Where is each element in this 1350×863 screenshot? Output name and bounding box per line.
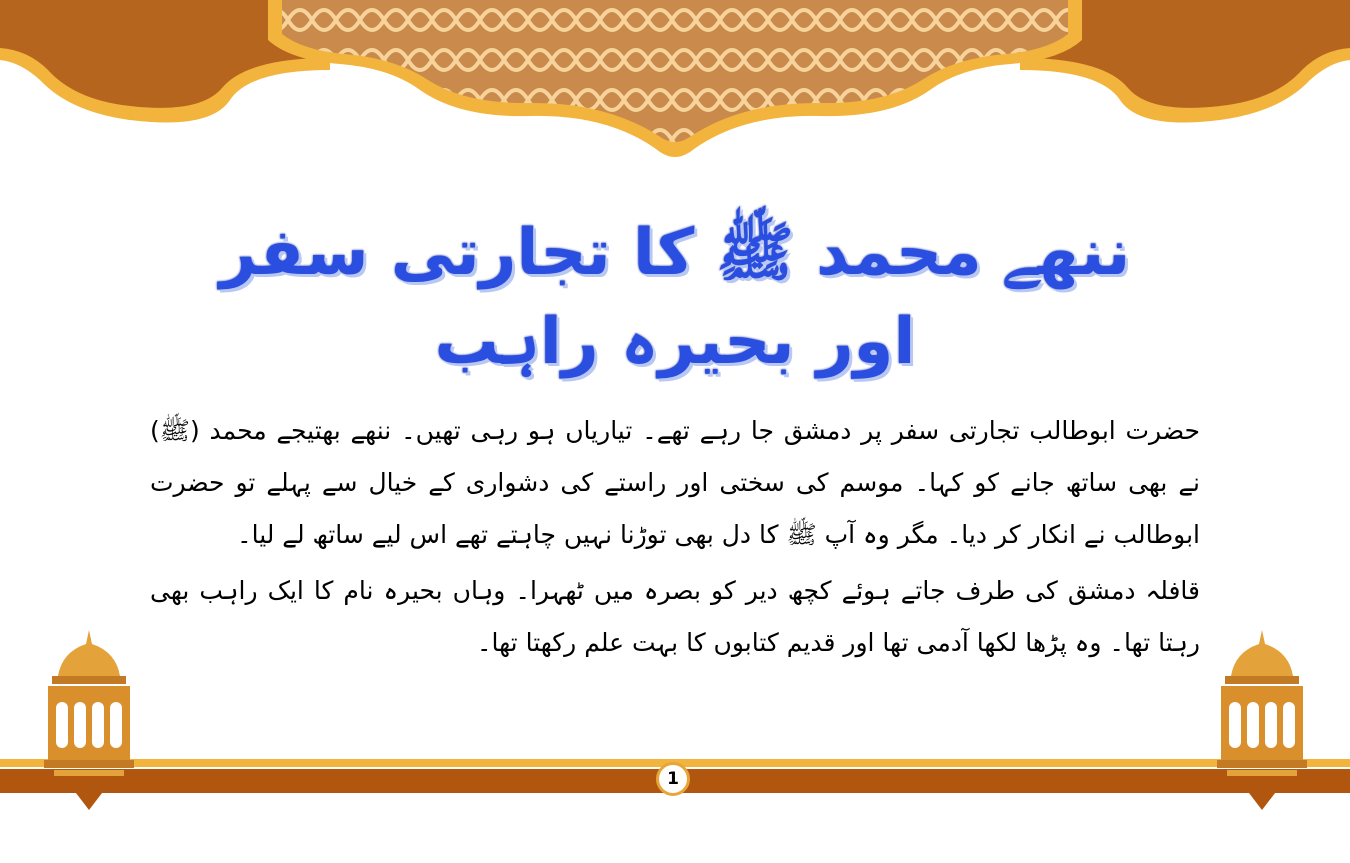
story-text (150, 405, 1200, 673)
title-line-2: اور بحیرہ راہب (434, 305, 916, 379)
lantern-icon (44, 630, 134, 820)
paragraph-2: قافلہ دمشق کی طرف جاتے ہوئے کچھ دیر کو بصرہ میں ٹھہرا۔ وہاں بحیرہ نام کا ایک راہب بھی رہتا تھا۔ وہ پڑھا لکھا آدمی تھا اور قدیم کتابوں کا بہت علم رکھتا تھا۔ (150, 576, 1200, 657)
paragraph-1: حضرت ابوطالب تجارتی سفر پر دمشق جا رہے تھے۔ تیاریاں ہو رہی تھیں۔ ننھے بھتیجے محمد (ﷺ) نے بھی ساتھ جانے کو کہا۔ موسم کی سختی اور راستے کی دشواری کے خیال سے پہلے تو حضرت ابوطالب نے انکار کر دیا۔ مگر وہ آپ ﷺ کا دل بھی توڑنا نہیں چاہتے تھے اس لیے ساتھ لے لیا۔ (150, 416, 1200, 549)
arabesque-lattice-banner (0, 0, 1350, 170)
lantern-icon (1217, 630, 1307, 820)
title-line-1: ننھے محمد ﷺ کا تجارتی سفر (219, 216, 1131, 290)
page-number: 1 (656, 762, 690, 796)
